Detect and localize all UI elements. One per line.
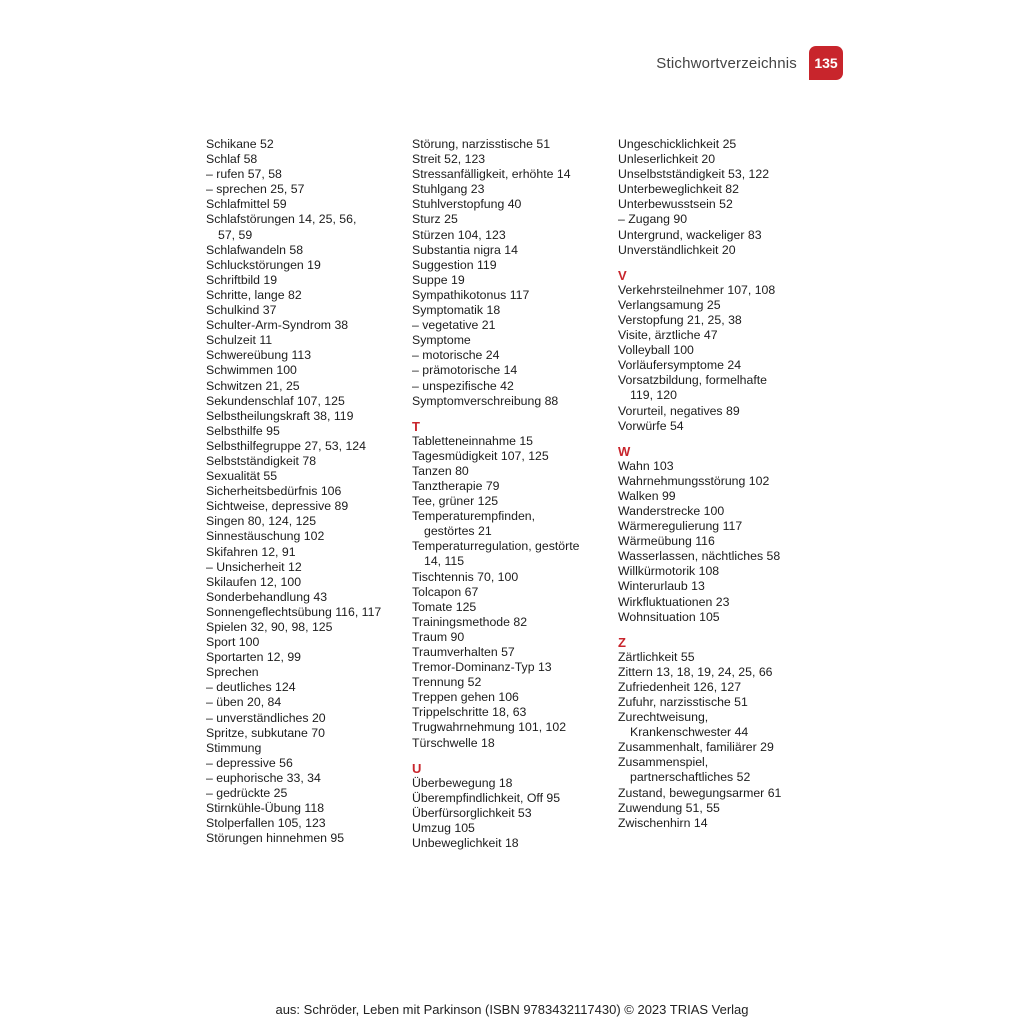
index-entry: – vegetative 21 (412, 318, 496, 333)
page-footer: aus: Schröder, Leben mit Parkinson (ISBN 9783432117430) © 2023 TRIAS Verlag (275, 1002, 749, 1017)
index-entry: Sonderbehandlung 43 (206, 589, 328, 604)
index-entry: Tagesmüdigkeit 107, 125 (412, 448, 549, 463)
index-entry: Stimmung (206, 740, 262, 755)
index-entry: – gedrückte 25 (206, 786, 288, 801)
index-entry: Zusammenspiel, (618, 755, 709, 770)
index-entry: Vorurteil, negatives 89 (618, 403, 740, 418)
index-entry: Sexualität 55 (206, 469, 278, 484)
index-entry: Zusammenhalt, familiärer 29 (618, 740, 774, 755)
index-entry: Visite, ärztliche 47 (618, 328, 718, 343)
index-entry: Umzug 105 (412, 820, 475, 835)
index-entry: Treppen gehen 106 (412, 690, 519, 705)
index-entry: Zärtlichkeit 55 (618, 649, 695, 664)
index-entry: Verstopfung 21, 25, 38 (618, 312, 742, 327)
index-entry: Symptome (412, 333, 471, 348)
page-number-badge: 135 (809, 46, 843, 80)
index-entry: Störung, narzisstische 51 (412, 137, 551, 151)
index-entry: Trennung 52 (412, 675, 482, 690)
index-entry-continuation: 119, 120 (630, 388, 677, 403)
index-column-3 (618, 137, 818, 831)
index-entry: Volleyball 100 (618, 343, 694, 358)
index-entry: Suppe 19 (412, 272, 465, 287)
index-entry: Traumverhalten 57 (412, 645, 515, 659)
index-entry: Substantia nigra 14 (412, 242, 518, 257)
index-entry: Schwitzen 21, 25 (206, 378, 300, 393)
index-entry: Tremor-Dominanz-Typ 13 (412, 660, 552, 675)
index-entry: Vorläufersymptome 24 (618, 358, 742, 373)
index-entry: – Unsicherheit 12 (206, 559, 302, 574)
index-entry: Überfürsorglichkeit 53 (412, 805, 532, 820)
index-entry-continuation: 14, 115 (424, 554, 465, 569)
index-entry: Wirkfluktuationen 23 (618, 594, 730, 609)
index-entry: Symptomverschreibung 88 (412, 393, 559, 408)
index-column-1 (206, 137, 406, 846)
index-entry: Unselbstständigkeit 53, 122 (618, 167, 770, 182)
index-entry: Wärmeübung 116 (618, 534, 715, 549)
index-entry: Untergrund, wackeliger 83 (618, 227, 762, 242)
index-entry: Sympathikotonus 117 (412, 287, 530, 302)
index-entry: Trippelschritte 18, 63 (412, 705, 527, 720)
index-entry: Winterurlaub 13 (618, 579, 705, 594)
index-entry: Unterbewusstsein 52 (618, 197, 733, 212)
index-entry: – Zugang 90 (618, 212, 688, 227)
index-entry: Trainingsmethode 82 (412, 614, 528, 629)
index-entry: Verlangsamung 25 (618, 297, 721, 312)
index-entry: – üben 20, 84 (206, 695, 282, 710)
index-entry: Vorsatzbildung, formelhafte (618, 373, 768, 388)
index-entry: – sprechen 25, 57 (206, 182, 305, 197)
index-entry: Stirnkühle-Übung 118 (206, 801, 325, 816)
index-entry: Zustand, bewegungsarmer 61 (618, 785, 782, 800)
index-entry: Temperaturregulation, gestörte (412, 539, 580, 554)
section-title: Stichwortverzeichnis (656, 54, 797, 72)
index-entry: Wohnsituation 105 (618, 609, 720, 624)
index-entry: Schlafmittel 59 (206, 197, 287, 212)
index-letter-heading: T (412, 418, 420, 434)
index-entry: Selbstständigkeit 78 (206, 453, 317, 468)
index-entry: Überbewegung 18 (412, 775, 513, 790)
index-entry: Sturz 25 (412, 212, 458, 227)
index-entry: Tanztherapie 79 (412, 478, 500, 493)
index-entry: Sichtweise, depressive 89 (206, 499, 349, 514)
index-entry: Schlafstörungen 14, 25, 56, (206, 212, 357, 227)
index-entry: Sicherheitsbedürfnis 106 (206, 484, 342, 499)
index-entry-continuation: Krankenschwester 44 (630, 725, 749, 740)
index-entry: Unterbeweglichkeit 82 (618, 182, 739, 197)
index-entry: Überempfindlichkeit, Off 95 (412, 790, 561, 805)
index-entry: Sport 100 (206, 635, 260, 650)
index-column-2 (412, 137, 612, 851)
index-entry: – deutliches 124 (206, 680, 296, 695)
index-entry: Tanzen 80 (412, 463, 469, 478)
index-entry: Stolperfallen 105, 123 (206, 816, 326, 831)
index-entry: Stuhlgang 23 (412, 182, 485, 197)
index-entry-continuation: partnerschaftliches 52 (630, 770, 751, 785)
index-entry: Skifahren 12, 91 (206, 544, 296, 559)
index-entry: Zufuhr, narzisstische 51 (618, 695, 748, 709)
index-entry: Unleserlichkeit 20 (618, 152, 716, 167)
index-entry: Tee, grüner 125 (412, 494, 499, 509)
index-entry: Temperaturempfinden, (412, 509, 536, 524)
index-letter-heading: U (412, 760, 422, 776)
index-entry: Tabletteneinnahme 15 (412, 433, 534, 448)
index-entry: – motorische 24 (412, 348, 500, 363)
index-entry: Trugwahrnehmung 101, 102 (412, 720, 567, 735)
index-letter-heading: V (618, 267, 627, 283)
index-entry: Schlaf 58 (206, 152, 258, 167)
index-entry: Stürzen 104, 123 (412, 227, 506, 242)
index-entry: – unspezifische 42 (412, 378, 514, 393)
index-entry: Schluckstörungen 19 (206, 257, 321, 272)
index-entry: Schikane 52 (206, 137, 274, 151)
index-entry: Verkehrsteilnehmer 107, 108 (618, 282, 776, 297)
index-entry: Türschwelle 18 (412, 735, 495, 750)
index-entry: Stuhlverstopfung 40 (412, 197, 522, 212)
index-entry: – unverständliches 20 (206, 710, 326, 725)
index-entry: Sonnengeflechtsübung 116, 117 (206, 604, 382, 619)
index-entry: Wahn 103 (618, 458, 674, 473)
index-entry: Selbsthilfe 95 (206, 423, 280, 438)
index-entry: Tomate 125 (412, 599, 477, 614)
index-entry: – prämotorische 14 (412, 363, 518, 378)
index-entry: Willkürmotorik 108 (618, 564, 720, 579)
index-entry: Selbstheilungskraft 38, 119 (206, 408, 354, 423)
index-entry: Schlafwandeln 58 (206, 242, 304, 257)
index-entry: Tischtennis 70, 100 (412, 569, 519, 584)
index-letter-heading: W (618, 443, 631, 459)
index-entry: Ungeschicklichkeit 25 (618, 137, 737, 151)
index-entry: Schulkind 37 (206, 303, 277, 318)
index-entry: Schritte, lange 82 (206, 287, 302, 302)
index-entry: Stressanfälligkeit, erhöhte 14 (412, 167, 571, 182)
index-entry: Zufriedenheit 126, 127 (618, 679, 742, 694)
index-entry: Tolcapon 67 (412, 584, 479, 599)
index-entry: Streit 52, 123 (412, 152, 486, 167)
index-entry: Schulzeit 11 (206, 333, 273, 348)
index-entry: Zittern 13, 18, 19, 24, 25, 66 (618, 664, 773, 679)
index-entry: Zuwendung 51, 55 (618, 800, 720, 815)
index-entry: Unverständlichkeit 20 (618, 242, 736, 257)
index-entry: Sprechen (206, 665, 259, 680)
page-header (656, 46, 843, 80)
index-entry: Schwereübung 113 (206, 348, 312, 363)
index-entry: – depressive 56 (206, 755, 293, 770)
index-entry: Störungen hinnehmen 95 (206, 831, 345, 846)
index-entry: Sportarten 12, 99 (206, 650, 302, 665)
index-entry: – rufen 57, 58 (206, 167, 282, 182)
index-entry: – euphorische 33, 34 (206, 770, 321, 785)
index-entry: Wahrnehmungsstörung 102 (618, 473, 770, 488)
index-entry: Wasserlassen, nächtliches 58 (618, 549, 781, 564)
index-entry: Sinnestäuschung 102 (206, 529, 325, 544)
index-entry: Spritze, subkutane 70 (206, 725, 325, 740)
index-entry: Schulter-Arm-Syndrom 38 (206, 318, 349, 333)
index-entry: Sekundenschlaf 107, 125 (206, 393, 345, 408)
index-letter-heading: Z (618, 634, 626, 650)
index-entry-continuation: 57, 59 (218, 227, 253, 242)
index-entry: Singen 80, 124, 125 (206, 514, 317, 529)
index-entry: Wanderstrecke 100 (618, 503, 725, 518)
index-entry: Schriftbild 19 (206, 272, 278, 287)
index-entry: Zwischenhirn 14 (618, 815, 708, 830)
index-entry: Schwimmen 100 (206, 363, 297, 378)
index-entry: Skilaufen 12, 100 (206, 574, 302, 589)
index-entry: Symptomatik 18 (412, 303, 501, 318)
index-entry: Traum 90 (412, 629, 465, 644)
index-entry: Unbeweglichkeit 18 (412, 836, 519, 851)
index-entry-continuation: gestörtes 21 (424, 524, 492, 539)
index-entry: Suggestion 119 (412, 257, 497, 272)
index-entry: Zurechtweisung, (618, 710, 709, 725)
index-entry: Selbsthilfegruppe 27, 53, 124 (206, 438, 366, 453)
index-entry: Walken 99 (618, 488, 676, 503)
index-entry: Wärmeregulierung 117 (618, 519, 743, 534)
index-entry: Vorwürfe 54 (618, 418, 684, 433)
index-entry: Spielen 32, 90, 98, 125 (206, 620, 333, 634)
